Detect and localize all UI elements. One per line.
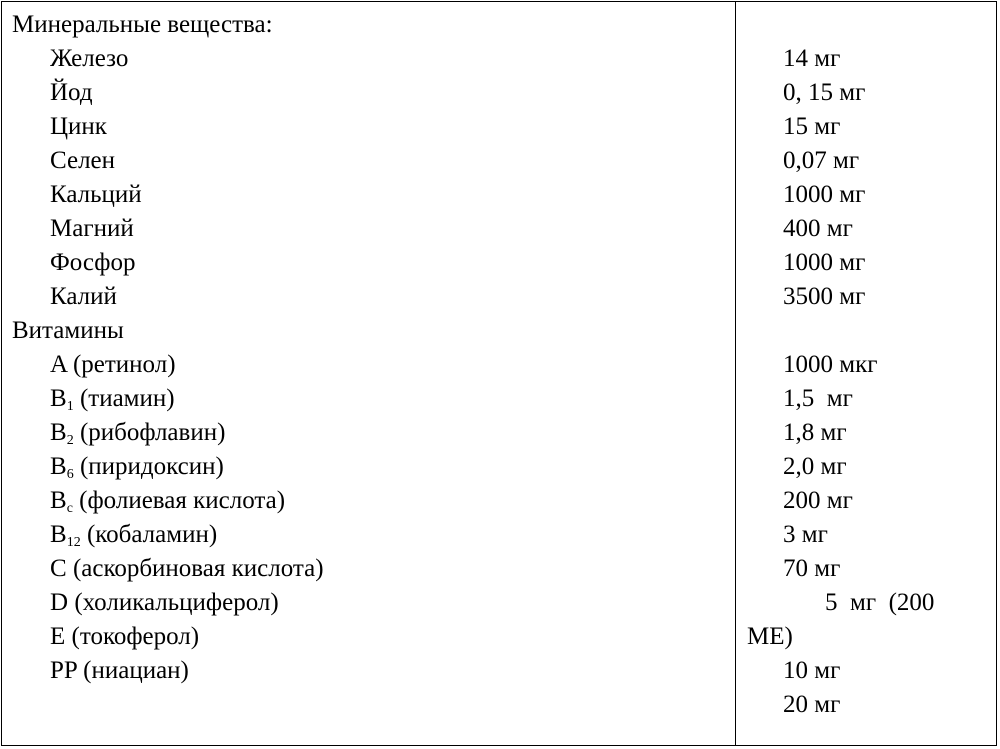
vitamin-value: 200 мг — [783, 487, 853, 514]
mineral-name: Кальций — [50, 181, 142, 208]
mineral-name: Фосфор — [50, 249, 136, 276]
vitamin-value: 3 мг — [783, 521, 828, 548]
mineral-value: 0, 15 мг — [783, 79, 866, 106]
vitamin-name: $B_2$ (рибофлавин) — [50, 419, 226, 448]
vitamin-name: E (токоферол) — [50, 623, 200, 650]
mineral-name: Йод — [50, 79, 93, 106]
vitamin-value: 1,8 мг — [783, 419, 847, 446]
mineral-value: 1000 мг — [783, 181, 866, 208]
vitamin-name: $B_6$ (пиридоксин) — [50, 453, 224, 482]
vitamin-value: 10 мг — [783, 657, 841, 684]
vitamin-value: 2,0 мг — [783, 453, 847, 480]
vitamin-value: 1000 мкг — [783, 351, 878, 378]
mineral-name: Селен — [50, 147, 116, 174]
nutrients-table — [1, 1, 997, 746]
mineral-value: 400 мг — [783, 215, 853, 242]
vitamin-name: D (холикальциферол) — [50, 589, 279, 616]
vitamins-header: Витамины — [12, 317, 124, 344]
vitamin-name: $B_c$ (фолиевая кислота) — [50, 487, 286, 516]
vitamin-value: 20 мг — [783, 691, 841, 718]
vitamin-value: 5 мг (200 — [825, 589, 935, 616]
vitamin-name: PP (ниациан) — [50, 657, 189, 684]
vitamin-value: МЕ) — [747, 623, 793, 650]
mineral-value: 0,07 мг — [783, 147, 860, 174]
vitamin-name: $B_{12}$ (кобаламин) — [50, 521, 218, 550]
vitamin-name: $B_1$ (тиамин) — [50, 385, 175, 414]
minerals-header: Минеральные вещества: — [12, 11, 273, 38]
mineral-name: Калий — [50, 283, 117, 310]
mineral-name: Цинк — [50, 113, 107, 140]
mineral-name: Железо — [50, 45, 129, 72]
vitamin-value: 1,5 мг — [783, 385, 853, 412]
vitamin-name: C (аскорбиновая кислота) — [50, 555, 324, 582]
column-divider — [735, 2, 736, 745]
vitamin-name: A (ретинол) — [50, 351, 176, 378]
mineral-value: 15 мг — [783, 113, 841, 140]
mineral-value: 14 мг — [783, 45, 841, 72]
mineral-name: Магний — [50, 215, 134, 242]
mineral-value: 1000 мг — [783, 249, 866, 276]
mineral-value: 3500 мг — [783, 283, 866, 310]
vitamin-value: 70 мг — [783, 555, 841, 582]
